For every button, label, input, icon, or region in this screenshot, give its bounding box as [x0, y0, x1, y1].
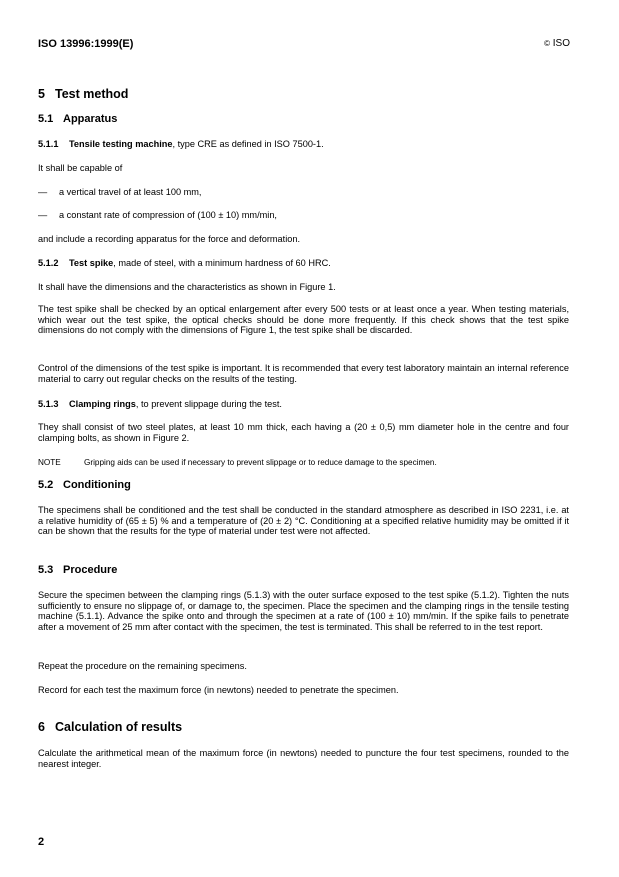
clause-5-1-1	[38, 139, 569, 150]
clause-5-1-1-number: 5.1.1	[38, 139, 59, 149]
document-id: ISO 13996:1999(E)	[38, 38, 134, 50]
section-6-heading	[38, 720, 182, 734]
note-text: Gripping aids can be used if necessary to prevent slippage or to reduce damage to the specimen.	[84, 458, 437, 467]
section-5-3-para-1: Secure the specimen between the clamping rings (5.1.3) with the outer surface exposed to the test spike (5.1.2). Tighten the nuts sufficiently to ensure no slippage of, or damage to, the specimen. Place the specimen and the clamping rings in the tensile testing machine (5.1.1). Advance the spike onto and through the specimen at a rate of (100 ± 10) mm/min. If the spike fails to penetrate after a movement of 25 mm after contact with the specimen, the test is terminated. This shall be referred to in the test report.	[38, 590, 569, 632]
section-5-3-heading	[38, 564, 117, 576]
list-item-text: a constant rate of compression of (100 ± 10) mm/min,	[59, 210, 277, 220]
section-5-title: Test method	[55, 87, 129, 101]
clause-5-1-2-number: 5.1.2	[38, 258, 59, 268]
page-number: 2	[38, 836, 45, 848]
section-5-2-title: Conditioning	[63, 479, 131, 491]
note-label: NOTE	[38, 458, 61, 467]
section-5-number: 5	[38, 87, 45, 101]
clause-5-1-2	[38, 258, 569, 269]
list-item-compression-rate	[38, 210, 277, 220]
clause-5-1-2-para-1: It shall have the dimensions and the characteristics as shown in Figure 1.	[38, 282, 336, 292]
copyright-symbol: ©	[544, 39, 550, 48]
clause-5-1-3-para-1: They shall consist of two steel plates, at least 10 mm thick, each having a (20 ± 0,5) mm diameter hole in the centre and four clamping bolts, as shown in Figure 2.	[38, 422, 569, 443]
clause-5-1-2-text: , made of steel, with a minimum hardness of 60 HRC.	[113, 258, 331, 268]
list-item-vertical-travel	[38, 187, 201, 197]
clause-5-1-2-para-3: Control of the dimensions of the test spike is important. It is recommended that every test laboratory maintain an internal reference material to carry out regular checks on the results of the testing.	[38, 363, 569, 384]
clause-5-1-3-title: Clamping rings	[69, 399, 136, 409]
clause-5-1-1-title: Tensile testing machine	[69, 139, 173, 149]
section-6-title: Calculation of results	[55, 720, 183, 734]
section-6-para-1: Calculate the arithmetical mean of the maximum force (in newtons) needed to puncture the four test specimens, rounded to the nearest integer.	[38, 748, 569, 769]
section-5-2-number: 5.2	[38, 479, 54, 491]
copyright-org: ISO	[552, 38, 570, 49]
section-6-number: 6	[38, 720, 45, 734]
clause-5-1-1-para-2: and include a recording apparatus for the force and deformation.	[38, 234, 301, 244]
copyright-notice	[544, 38, 570, 49]
section-5-3-number: 5.3	[38, 564, 54, 576]
clause-5-1-3-number: 5.1.3	[38, 399, 59, 409]
clause-5-1-1-para-1: It shall be capable of	[38, 163, 123, 173]
dash-glyph: —	[38, 210, 48, 220]
clause-5-1-2-title: Test spike	[69, 258, 114, 268]
section-5-3-title: Procedure	[63, 564, 118, 576]
note	[38, 458, 437, 467]
section-5-2-para-1: The specimens shall be conditioned and the test shall be conducted in the standard atmosphere as described in ISO 2231, i.e. at a relative humidity of (65 ± 5) % and a temperature of (20 ± 2) °C. Conditioning at a specified relative humidity may be omitted if it can be shown that the results for the type of material under test were not affected.	[38, 505, 569, 537]
clause-5-1-2-para-2: The test spike shall be checked by an optical enlargement after every 500 tests or at least once a year. When testing materials, which wear out the test spike, the optical checks should be done more frequently. If this check shows that the test spike dimensions do not comply with the dimensions of Figure 1, the test spike shall be discarded.	[38, 304, 569, 336]
clause-5-1-3	[38, 399, 569, 410]
list-item-text: a vertical travel of at least 100 mm,	[59, 187, 202, 197]
section-5-3-para-3: Record for each test the maximum force (in newtons) needed to penetrate the specimen.	[38, 685, 399, 695]
section-5-3-para-2: Repeat the procedure on the remaining specimens.	[38, 661, 247, 671]
section-5-heading	[38, 87, 128, 101]
clause-5-1-1-text: , type CRE as defined in ISO 7500-1.	[172, 139, 324, 149]
section-5-2-heading	[38, 479, 131, 491]
section-5-1-title: Apparatus	[63, 113, 118, 125]
dash-glyph: —	[38, 187, 48, 197]
section-5-1-number: 5.1	[38, 113, 54, 125]
clause-5-1-3-text: , to prevent slippage during the test.	[135, 399, 282, 409]
section-5-1-heading	[38, 113, 117, 125]
